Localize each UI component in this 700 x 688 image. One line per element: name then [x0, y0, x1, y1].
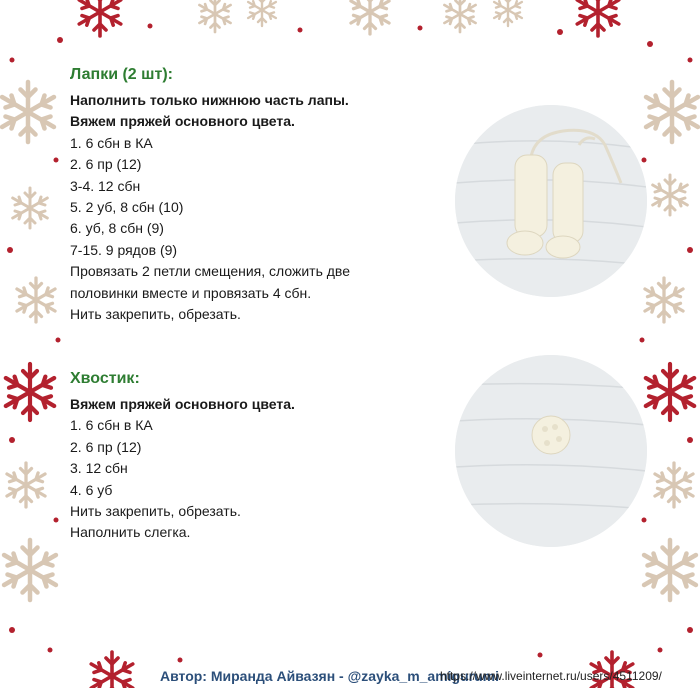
- snowflake-icon: [494, 0, 522, 26]
- tail-step: 3. 12 сбн: [70, 460, 128, 477]
- snowflake-icon: [655, 463, 693, 507]
- paws-step: 7-15. 9 рядов (9): [70, 241, 178, 258]
- paws-bold-line: Наполнить только нижнюю часть лапы.: [70, 92, 349, 108]
- tail-step: 2. 6 пр (12): [70, 438, 142, 455]
- snowflake-icon: [4, 540, 56, 600]
- paws-bold-line: Вяжем пряжей основного цвета.: [70, 113, 295, 130]
- snowflake-icon: [577, 0, 619, 36]
- snowflake-icon: [644, 540, 696, 600]
- snowflake-icon: [646, 364, 694, 420]
- snowflake-icon: [646, 82, 698, 142]
- paws-step: половинки вместе и провязать 4 сбн.: [70, 284, 312, 301]
- snowflake-icon: [2, 82, 54, 142]
- snowflake-icon: [17, 278, 55, 322]
- paws-section: [70, 66, 350, 325]
- tail-section: [70, 370, 295, 544]
- tail-step: Наполнить слегка.: [70, 524, 191, 541]
- author-footer: Автор: Миранда Айвазян - @zayka_m_amigurumi: [160, 668, 499, 684]
- tail-heading: Хвостик:: [70, 370, 140, 387]
- snowflake-icon: [248, 0, 276, 26]
- snowflake-icon: [199, 0, 230, 32]
- paws-step: 1. 6 сбн в КА: [70, 134, 153, 151]
- paws-step: 2. 6 пр (12): [70, 156, 142, 173]
- snowflake-icon: [91, 652, 133, 688]
- snowflake-icon: [79, 0, 121, 36]
- paws-step: 5. 2 уб, 8 сбн (10): [70, 199, 184, 216]
- snowflake-icon: [645, 278, 683, 322]
- tail-photo: [455, 355, 647, 547]
- paws-step: Нить закрепить, обрезать.: [70, 306, 241, 323]
- tail-step: 1. 6 сбн в КА: [70, 417, 153, 434]
- tail-step: 4. 6 уб: [70, 481, 113, 498]
- tail-step: Нить закрепить, обрезать.: [70, 503, 241, 520]
- paws-step: 6. уб, 8 сбн (9): [70, 220, 164, 237]
- paws-step: Провязать 2 петли смещения, сложить две: [70, 263, 350, 280]
- snowflake-icon: [13, 188, 48, 228]
- tail-bold-line: Вяжем пряжей основного цвета.: [70, 396, 295, 412]
- snowflake-icon: [653, 175, 688, 215]
- snowflake-icon: [444, 0, 475, 32]
- snowflake-icon: [6, 364, 54, 420]
- snowflake-icon: [351, 0, 389, 34]
- paws-heading: Лапки (2 шт):: [70, 66, 173, 83]
- source-url: https://www.liveinternet.ru/users/4511209/: [440, 669, 662, 683]
- paws-step: 3-4. 12 сбн: [70, 177, 141, 194]
- snowflake-icon: [7, 463, 45, 507]
- paws-photo: [455, 105, 647, 297]
